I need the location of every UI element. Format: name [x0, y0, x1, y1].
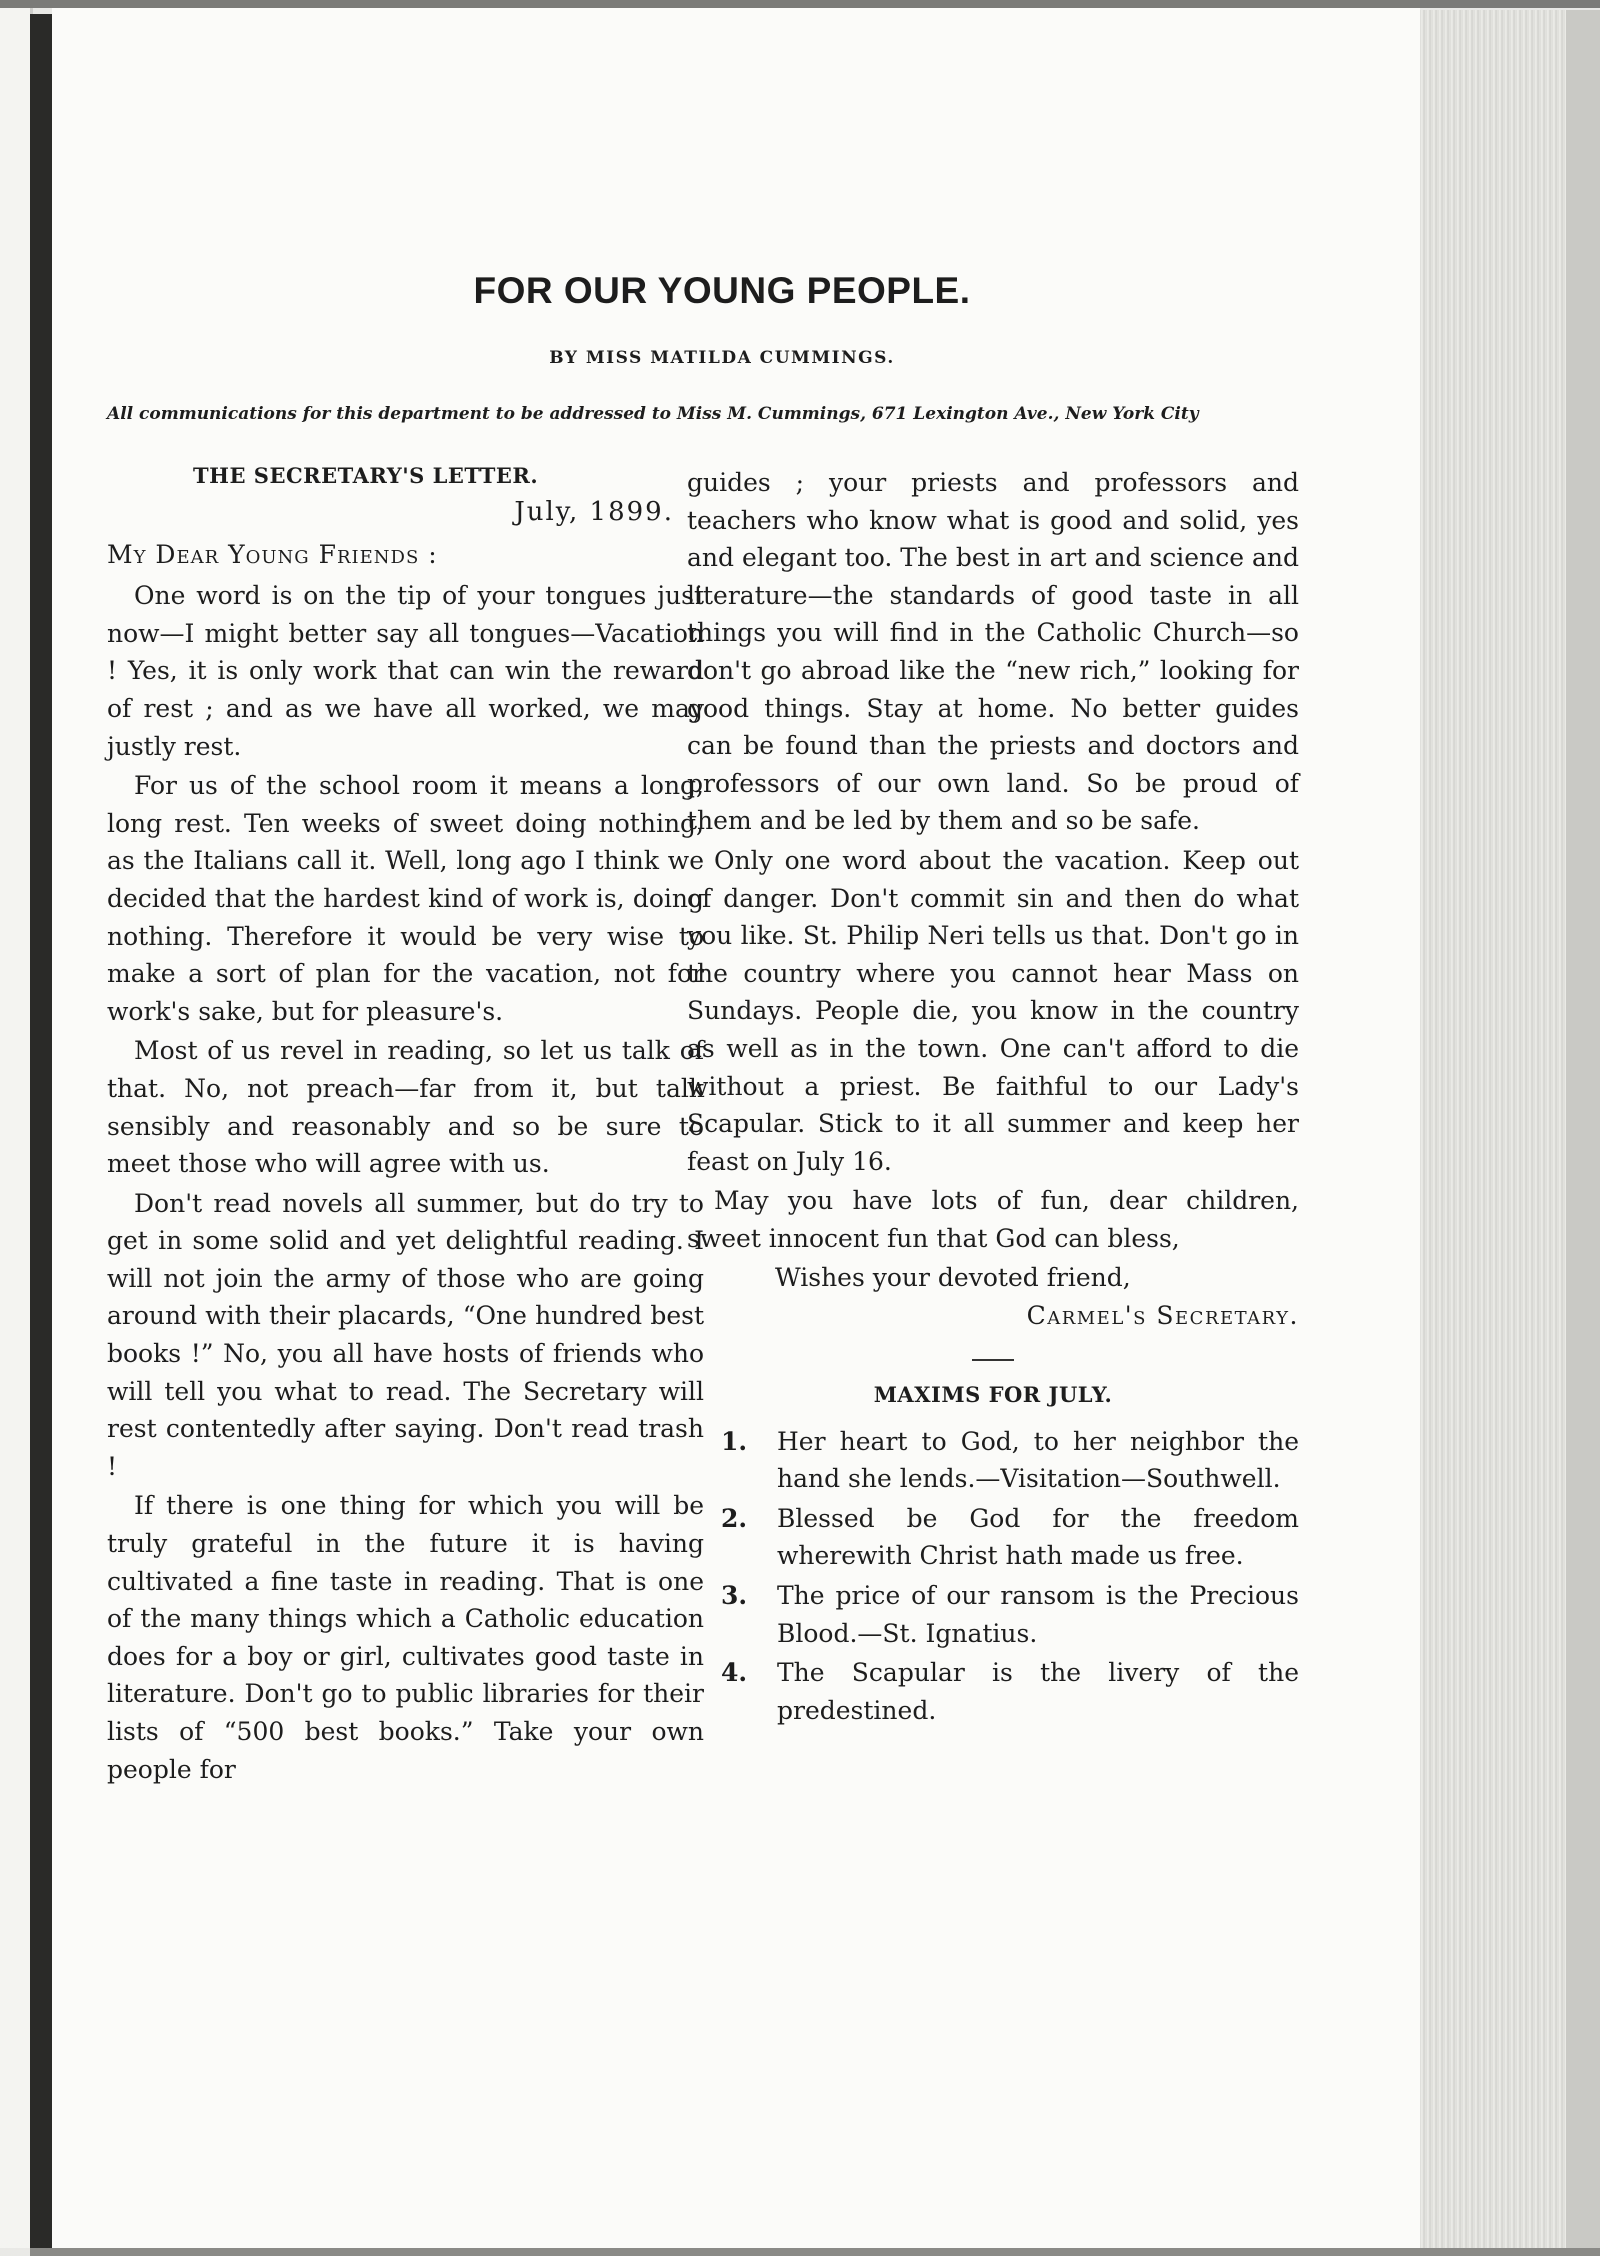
facing-page-edge — [0, 8, 33, 2248]
maxim-number: 4. — [721, 1658, 748, 1688]
letter-paragraph: For us of the school room it means a long, long rest. Ten weeks of sweet doing nothing, as the Italians call it. Well, long ago I think we decided that the hardest kind of work is, doing nothing. Therefore it would be very wise to make a sort of plan for the vacation, not for work's sake, but for pleasure's. — [107, 771, 704, 1026]
letter-signature: Carmel's Secretary. — [1026, 1301, 1299, 1331]
letter-paragraph: If there is one thing for which you will be truly grateful in the future it is having cultivated a fine taste in reading. That is one of the many things which a Catholic education does for a boy or girl, cultivates good taste in literature. Don't go to public libraries for their lists of “500 best books.” Take your own people for — [107, 1491, 704, 1784]
book-gutter — [30, 14, 52, 2250]
maxim-item — [687, 1500, 1299, 1575]
letter-closing: Wishes your devoted friend, — [775, 1263, 1131, 1293]
department-notice: All communications for this department to be addressed to Miss M. Cummings, 671 Lexington Ave., New York City — [107, 404, 1199, 424]
maxim-item — [687, 1654, 1299, 1729]
maxim-number: 3. — [721, 1581, 748, 1611]
letter-paragraph: One word is on the tip of your tongues just now—I might better say all tongues—Vacation ! Yes, it is only work that can win the reward of rest ; and as we have all worked, we may justly rest. — [107, 581, 704, 761]
book-page-edges — [1420, 10, 1570, 2254]
section-divider — [972, 1359, 1014, 1361]
maxim-number: 2. — [721, 1503, 748, 1533]
right-column — [687, 464, 1299, 1731]
maxim-number: 1. — [721, 1426, 748, 1456]
letter-paragraph: Don't read novels all summer, but do try to get in some solid and yet delightful reading. I will not join the army of those who are going around with their placards, “One hundred best books !” No, you all have hosts of friends who will tell you what to read. The Secretary will rest contentedly after saying. Don't read trash ! — [107, 1188, 704, 1481]
byline: BY MISS MATILDA CUMMINGS. — [549, 348, 895, 368]
maxim-text: The price of our ransom is the Precious Blood.—St. Ignatius. — [777, 1581, 1299, 1648]
book-edge-shadow — [1566, 10, 1600, 2254]
maxim-item — [687, 1423, 1299, 1498]
letter-paragraph: Most of us revel in reading, so let us talk of that. No, not preach—far from it, but talk sensibly and reasonably and so be sure to meet those who will agree with us. — [107, 1036, 704, 1179]
page-title: FOR OUR YOUNG PEOPLE. — [473, 270, 971, 311]
page — [52, 8, 1420, 2248]
scan-top-edge — [0, 0, 1600, 8]
maxim-text: Her heart to God, to her neighbor the hand she lends.—Visitation—Southwell. — [777, 1426, 1299, 1494]
maxims-list — [687, 1423, 1299, 1730]
letter-date: July, 1899. — [514, 497, 674, 527]
left-column — [107, 458, 704, 1790]
maxim-item — [687, 1577, 1299, 1652]
maxim-text: The Scapular is the livery of the predestined. — [777, 1658, 1299, 1725]
letter-salutation: My Dear Young Friends : — [107, 539, 438, 569]
letter-heading: THE SECRETARY'S LETTER. — [193, 463, 539, 488]
maxims-heading: MAXIMS FOR JULY. — [873, 1381, 1113, 1407]
letter-paragraph-continued: guides ; your priests and professors and teachers who know what is good and solid, yes and elegant too. The best in art and science and literature—the standards of good taste in all things you will find in the Catholic Church—so don't go abroad like the “new rich,” looking for good things. Stay at home. No better guides can be found than the priests and doctors and professors of our own land. So be proud of them and be led by them and so be safe. — [687, 468, 1299, 836]
letter-paragraph: Only one word about the vacation. Keep out of danger. Don't commit sin and then do what you like. St. Philip Neri tells us that. Don't go in the country where you cannot hear Mass on Sundays. People die, you know in the country as well as in the town. One can't afford to die without a priest. Be faithful to our Lady's Scapular. Stick to it all summer and keep her feast on July 16. — [687, 845, 1299, 1176]
maxim-text: Blessed be God for the freedom wherewith Christ hath made us free. — [777, 1503, 1299, 1571]
letter-paragraph: May you have lots of fun, dear children, sweet innocent fun that God can bless, — [687, 1186, 1299, 1253]
scan-bottom-edge — [30, 2248, 1600, 2256]
